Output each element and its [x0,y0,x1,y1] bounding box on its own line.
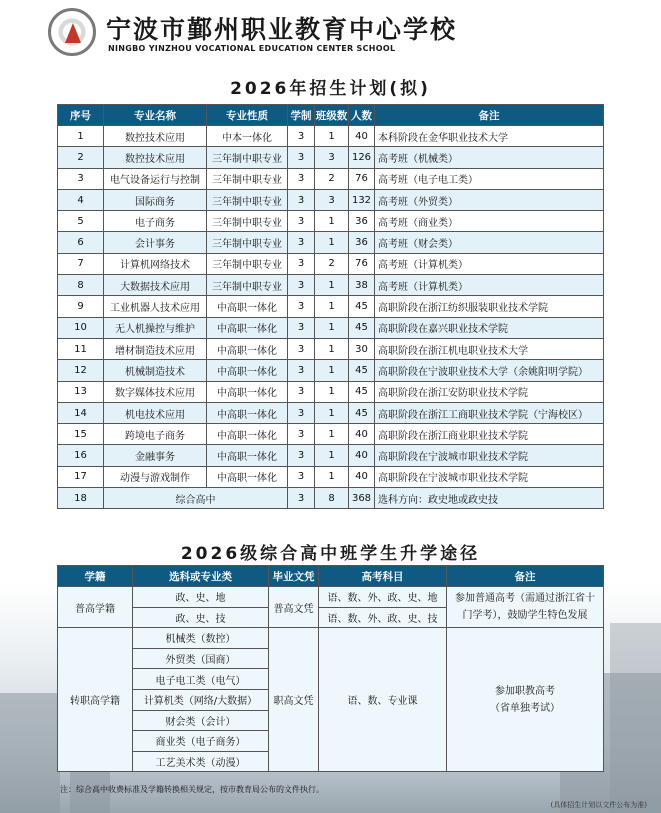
cell-note: 高职阶段在浙江机电职业技术大学 [375,338,604,359]
cell-major: 计算机网络技术 [104,253,207,274]
column-header: 专业性质 [207,105,288,126]
cell-note: 高职阶段在宁波城市职业技术学院 [375,466,604,487]
cell-type: 三年制中职专业 [207,147,288,168]
cell-note: 高考班（外贸类） [375,189,604,210]
cell-classes: 1 [315,445,349,466]
cell-classes: 1 [315,466,349,487]
cell-classes: 1 [315,126,349,147]
cell-note: 高职阶段在浙江纺织服装职业技术学院 [375,296,604,317]
cell-note: 高考班（商业类） [375,211,604,232]
cell-no: 17 [58,466,104,487]
cell-years: 3 [288,232,315,253]
cell-note: 参加普通高考（需通过浙江省十门学考），鼓励学生特色发展 [447,587,604,628]
cell-no: 7 [58,253,104,274]
cell-people: 45 [349,296,375,317]
cell-classes: 1 [315,296,349,317]
cell-no: 1 [58,126,104,147]
cell-note: 高职阶段在宁波城市职业技术学院 [375,445,604,466]
cell-choice: 机械类（数控） [133,628,269,649]
cell-major: 机械制造技术 [104,360,207,381]
cell-classes: 1 [315,275,349,296]
cell-people: 36 [349,232,375,253]
cell-years: 3 [288,275,315,296]
column-header: 专业名称 [104,105,207,126]
cell-years: 3 [288,296,315,317]
cell-diploma: 普高文凭 [269,587,319,628]
column-header: 选科或专业类 [133,566,269,587]
cell-major: 动漫与游戏制作 [104,466,207,487]
cell-no: 10 [58,317,104,338]
table-row [58,253,604,274]
cell-years: 3 [288,488,315,509]
column-header: 毕业文凭 [269,566,319,587]
table-row [58,168,604,189]
table-row [58,126,604,147]
cell-years: 3 [288,211,315,232]
cell-years: 3 [288,445,315,466]
column-header: 学制 [288,105,315,126]
cell-note: 高考班（计算机类） [375,253,604,274]
cell-note: 高职阶段在浙江安防职业技术学院 [375,381,604,402]
cell-subjects: 语、数、外、政、史、地 [319,587,447,608]
cell-major: 数控技术应用 [104,126,207,147]
cell-classes: 2 [315,168,349,189]
cell-no: 9 [58,296,104,317]
table-row [58,296,604,317]
cell-people: 30 [349,338,375,359]
table-row [58,189,604,210]
cell-no: 3 [58,168,104,189]
cell-people: 40 [349,445,375,466]
cell-type: 中高职一体化 [207,424,288,445]
cell-people: 132 [349,189,375,210]
table-row [58,147,604,168]
cell-type: 三年制中职专业 [207,275,288,296]
cell-note: 高职阶段在浙江商业职业技术学院 [375,424,604,445]
cell-choice: 外贸类（国商） [133,648,269,669]
plan-title: 2026年招生计划(拟) [230,79,431,99]
cell-choice: 计算机类（网络/大数据） [133,689,269,710]
cell-classes: 1 [315,424,349,445]
cell-classes: 2 [315,253,349,274]
cell-note: 高职阶段在嘉兴职业技术学院 [375,317,604,338]
cell-major: 跨境电子商务 [104,424,207,445]
pathway-table [57,565,604,772]
cell-classes: 1 [315,402,349,423]
cell-classes: 1 [315,211,349,232]
cell-classes: 1 [315,381,349,402]
cell-note: 高职阶段在浙江工商职业技术学院（宁海校区） [375,402,604,423]
table-row [58,628,604,649]
cell-classes: 1 [315,360,349,381]
cell-type: 三年制中职专业 [207,168,288,189]
table-row [58,381,604,402]
cell-type: 中高职一体化 [207,381,288,402]
cell-type: 中高职一体化 [207,402,288,423]
cell-status: 转职高学籍 [58,628,133,772]
cell-type: 中高职一体化 [207,360,288,381]
table-row [58,587,604,608]
cell-people: 76 [349,253,375,274]
cell-type: 中高职一体化 [207,466,288,487]
school-name-en: NINGBO YINZHOU VOCATIONAL EDUCATION CENTER SCHOOL [108,44,396,53]
total-row [58,488,604,509]
cell-choice: 政、史、地 [133,587,269,608]
cell-type: 中本一体化 [207,126,288,147]
corner-note: (具体招生计划以文件公布为准) [550,801,647,809]
cell-choice: 财会类（会计） [133,710,269,731]
footnote: 注：综合高中收费标准及学籍转换相关规定，按市教育局公布的文件执行。 [60,785,324,794]
cell-people: 36 [349,211,375,232]
table-row [58,232,604,253]
cell-type: 中高职一体化 [207,445,288,466]
cell-major: 金融事务 [104,445,207,466]
cell-years: 3 [288,253,315,274]
cell-classes: 1 [315,232,349,253]
cell-choice: 工艺美术类（动漫） [133,751,269,772]
cell-type: 三年制中职专业 [207,189,288,210]
cell-type: 中高职一体化 [207,317,288,338]
cell-classes: 1 [315,338,349,359]
cell-classes: 3 [315,147,349,168]
note-line: 参加职教高考 [495,685,555,697]
cell-major: 无人机操控与维护 [104,317,207,338]
cell-subjects: 语、数、专业课 [319,628,447,772]
cell-people: 45 [349,402,375,423]
cell-note: 高考班（机械类） [375,147,604,168]
table-row [58,360,604,381]
cell-years: 3 [288,317,315,338]
cell-people: 76 [349,168,375,189]
cell-no: 11 [58,338,104,359]
enrollment-plan-table [57,104,604,509]
cell-classes: 3 [315,189,349,210]
cell-diploma: 职高文凭 [269,628,319,772]
cell-no: 6 [58,232,104,253]
cell-classes: 8 [315,488,349,509]
cell-choice: 电子电工类（电气） [133,669,269,690]
cell-major: 电子商务 [104,211,207,232]
table-row [58,466,604,487]
cell-choice: 政、史、技 [133,607,269,628]
cell-no: 4 [58,189,104,210]
cell-note: 本科阶段在金华职业技术大学 [375,126,604,147]
table-row [58,445,604,466]
cell-no: 8 [58,275,104,296]
cell-years: 3 [288,168,315,189]
cell-years: 3 [288,126,315,147]
cell-major: 综合高中 [104,488,288,509]
column-header: 序号 [58,105,104,126]
cell-type: 中高职一体化 [207,338,288,359]
cell-type: 三年制中职专业 [207,232,288,253]
cell-major: 数字媒体技术应用 [104,381,207,402]
cell-people: 40 [349,466,375,487]
table-row [58,317,604,338]
cell-years: 3 [288,424,315,445]
cell-people: 38 [349,275,375,296]
cell-years: 3 [288,402,315,423]
cell-note [447,628,604,772]
cell-major: 大数据技术应用 [104,275,207,296]
column-header: 学籍 [58,566,133,587]
cell-type: 三年制中职专业 [207,211,288,232]
school-name-cn: 宁波市鄞州职业教育中心学校 [106,15,458,44]
cell-years: 3 [288,360,315,381]
cell-major: 增材制造技术应用 [104,338,207,359]
table-row [58,275,604,296]
cell-type: 中高职一体化 [207,296,288,317]
table-row [58,424,604,445]
table-header-row [58,105,604,126]
cell-note: 高考班（计算机类） [375,275,604,296]
cell-people: 40 [349,126,375,147]
cell-years: 3 [288,189,315,210]
cell-major: 工业机器人技术应用 [104,296,207,317]
cell-major: 会计事务 [104,232,207,253]
cell-no: 18 [58,488,104,509]
table-row [58,211,604,232]
cell-no: 2 [58,147,104,168]
note-line: （省单独考试） [490,702,560,714]
cell-people: 126 [349,147,375,168]
column-header: 高考科目 [319,566,447,587]
cell-classes: 1 [315,317,349,338]
column-header: 人数 [349,105,375,126]
column-header: 班级数 [315,105,349,126]
school-header [48,6,608,58]
cell-note: 选科方向：政史地或政史技 [375,488,604,509]
cell-note: 高考班（财会类） [375,232,604,253]
cell-people: 40 [349,424,375,445]
cell-no: 14 [58,402,104,423]
cell-status: 普高学籍 [58,587,133,628]
column-header: 备注 [375,105,604,126]
pathway-title: 2026级综合高中班学生升学途径 [180,544,481,564]
cell-major: 数控技术应用 [104,147,207,168]
cell-no: 13 [58,381,104,402]
cell-no: 5 [58,211,104,232]
column-header: 备注 [447,566,604,587]
cell-years: 3 [288,466,315,487]
table-row [58,402,604,423]
cell-type: 三年制中职专业 [207,253,288,274]
table-row [58,338,604,359]
cell-no: 12 [58,360,104,381]
cell-people: 45 [349,381,375,402]
cell-years: 3 [288,147,315,168]
cell-people: 45 [349,317,375,338]
table-header-row [58,566,604,587]
cell-people: 368 [349,488,375,509]
cell-major: 机电技术应用 [104,402,207,423]
cell-note: 高职阶段在宁波职业技术大学（余姚阳明学院） [375,360,604,381]
cell-no: 15 [58,424,104,445]
cell-no: 16 [58,445,104,466]
cell-people: 45 [349,360,375,381]
cell-choice: 商业类（电子商务） [133,731,269,752]
cell-note: 高考班（电子电工类） [375,168,604,189]
school-logo [48,8,96,56]
cell-years: 3 [288,381,315,402]
cell-years: 3 [288,338,315,359]
cell-major: 电气设备运行与控制 [104,168,207,189]
cell-major: 国际商务 [104,189,207,210]
cell-subjects: 语、数、外、政、史、技 [319,607,447,628]
